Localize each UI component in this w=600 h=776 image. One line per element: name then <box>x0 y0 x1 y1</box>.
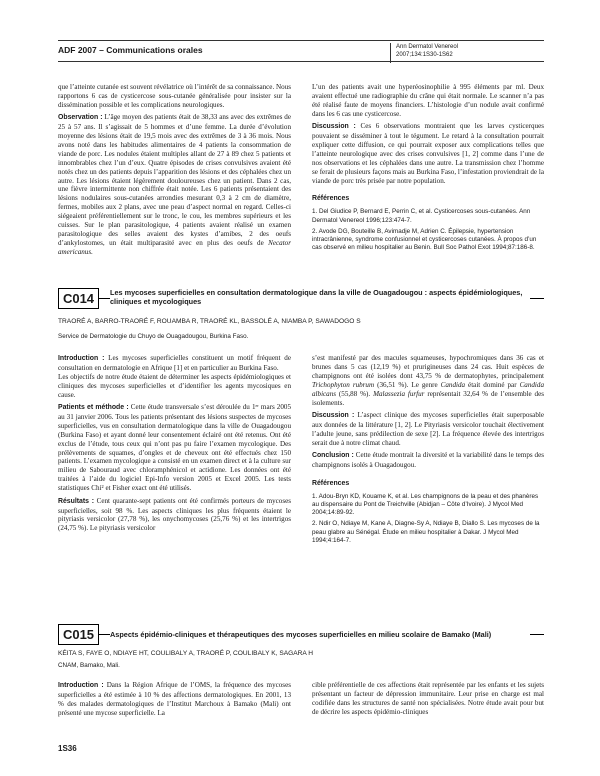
paragraph: L’un des patients avait une hyperéosinophilie à 995 éléments par ml. Deux avaient effectué une radiographie du crâne qui était normale. Le scanner n’a pas été réalisé faute de moyens financiers. L’histologie d’un nodule avait confirmé dans les 6 cas une cysticercose. <box>312 83 544 118</box>
methods-label: Patients et méthode : <box>58 404 129 412</box>
text-run: (36,51 %). Le genre <box>374 380 441 389</box>
references-heading: Références <box>312 195 350 203</box>
introduction-text: Dans la Région Afrique de l’OMS, la fréquence des mycoses superficielles a été estimée à 10 % des affections dermatologiques. En 2001, 13 % des malades dermatologiques de l’Institut Marchoux à Bamako (Mali) ont présenté une mycose superficielle. La <box>58 681 291 717</box>
conclusion-text: Cette étude montrait la diversité et la variabilité dans le temps des champignons isolés à Ouagadougou. <box>312 451 544 469</box>
discussion-label: Discussion : <box>312 411 355 419</box>
c014-left-column <box>58 354 291 533</box>
text-run: était dominé par <box>465 380 520 389</box>
introduction-label: Introduction : <box>58 682 104 689</box>
species-name: Trichophyton rubrum <box>312 380 375 389</box>
discussion-paragraph <box>312 122 544 185</box>
journal-name: Ann Dermatol Venereol <box>396 44 459 50</box>
abstract-authors: KÉITA S, FAYE O, NDIAYE HT, COULIBALY A, TRAORÉ P, COULIBALY K, SAGARA H <box>58 650 314 657</box>
results-label: Résultats : <box>58 497 95 505</box>
running-header <box>58 40 544 62</box>
discussion-text: Ces 6 observations montraient que les larves cysticerques pouvaient se disséminer à tout le tégument. Le retard à la consultation pourrait expliquer cette diffusion, ce qui pourrait exposer aux complications telles que l’atteinte neurologique avec des crises convulsives [1, 2] comme dans l’une de nos observations et les céphalées dans une autre. La transmission chez l’homme se ferait de plusieurs façons mais au Burkina Faso, l’infestation proviendrait de la viande de porc très prisée par notre population. <box>312 122 544 185</box>
observation-text: L’âge moyen des patients était de 38,33 ans avec des extrêmes de 25 à 57 ans. Il s’agissait de 5 hommes et d’une femme. La durée d’évolution moyenne des lésions était de 19,5 mois avec des extrêmes de 3 à 36 mois. Nous avons noté dans les habitudes alimentaires de 4 patients la consommation de viande de porc. Les nodules étaient multiples allant de 27 à 89 chez 5 patients et innombrables chez l’un d’eux. Quatre épisodes de crises convulsives avaient été notés chez un des patients depuis l’apparition des lésions et des céphalées chez un autre. Les lésions étaient légèrement douloureuses chez un patient. Dans 2 cas, une fièvre intermittente non chiffrée était notée. Les 6 patients présentaient des lésions nodulaires sous-cutanées arrondies mesurant 0,3 à 2 cm de diamètre, fermes, mobiles aux 2 plans, avec une peau d’aspect normal en regard. Celles-ci siégeaient préférentiellement sur le tronc, le cou, les membres supérieurs et les cuisses. Sur le plan parasitologique, 4 patients avaient réalisé un examen parasitologique des selles avaient des kystes d’amibes, 2 des oeufs d’ankylostomes, un était multiparasité avec en plus des oeufs de <box>58 113 291 247</box>
paragraph: Les objectifs de notre étude étaient de déterminer les aspects épidémiologiques et cliniques des mycoses superficielles et d’identifier les agents mycosiques en cause. <box>58 372 291 399</box>
page-number: 1S36 <box>58 744 77 753</box>
abstract-code: C015 <box>58 624 99 645</box>
text-run: représentait 32,64 % de l’ensemble des isolements. <box>312 389 544 407</box>
results-paragraph <box>58 497 291 534</box>
reference-item: 1. Del Giudice P, Bernard E, Perrin C, et al. Cysticercoses sous-cutanées. Ann Dermatol Venereol 1996;123:474-7. <box>312 208 531 224</box>
introduction-paragraph <box>58 681 291 718</box>
conclusion-label: Conclusion : <box>312 452 354 460</box>
results-continued <box>312 354 544 407</box>
abstract-c015-header <box>58 624 544 664</box>
c014-right-column <box>312 354 544 545</box>
abstract-code: C014 <box>58 288 99 309</box>
c015-right-column <box>312 681 544 717</box>
abstract-affiliation: CNAM, Bamako, Mali. <box>58 662 120 669</box>
conclusion-paragraph <box>312 451 544 470</box>
methods-paragraph <box>58 403 291 493</box>
abstract-affiliation: Service de Dermatologie du Chuyo de Ouagadougou, Burkina Faso. <box>58 333 249 340</box>
introduction-label: Introduction : <box>58 355 105 362</box>
text-run: (55,88 %). <box>336 389 374 398</box>
references-heading: Références <box>312 479 350 487</box>
species-name: Candida <box>440 380 466 389</box>
citation-range: 2007;134:1S30-1S62 <box>396 52 453 58</box>
journal-citation <box>390 43 458 63</box>
paragraph: que l’atteinte cutanée est souvent révélatrice où l’intérêt de sa connaissance. Nous rapportons 6 cas de cysticercose sous-cutanée généralisée pour insister sur la dissémination possible et les complications neurologiques. <box>58 83 291 109</box>
introduction-paragraph <box>58 354 291 373</box>
methods-text: Cette étude transversale s’est déroulée du 1ᵉʳ mars 2005 au 31 janvier 2006. Tous les patients présentant des lésions suspectes de mycoses superficielles, vus en consultation dermatologique dans la ville de Ouagadougou (Burkina Faso) et ayant donné leur consentement éclairé ont été retenus. Ont été exclus de l’étude, tous ceux qui n’ont pas pu faire l’examen mycologique. Des prélèvements de squames, d’ongles et de cheveux ont été effectués chez 150 patients. L’examen mycologique a consisté en un examen direct et à la culture sur milieu de Sabouraud avec chloramphénicol et actidione. Les données ont été traitées à l’aide du logiciel Epi-Info version 2005 et Excel 2005. Les tests statistiques Chi² et Fisher exact ont été utilisés. <box>58 403 291 493</box>
abstract-c014-header <box>58 288 544 328</box>
text-run: s’est manifesté par des macules squameuses, hypochromiques dans 36 cas et brunes dans 5 cas (12,19 %) et prurigineuses dans 24 cas. Huit espèces de champignons ont été isolées dont 43,75 % de dermatophytes, principalement <box>312 354 544 380</box>
abstract-title: Les mycoses superficielles en consultation dermatologique dans la ville de Ouagadougou : aspects épidémiologiques, cliniques et mycologiques <box>110 288 530 306</box>
discussion-label: Discussion : <box>312 123 356 131</box>
top-left-column <box>58 83 291 257</box>
species-name: Candida albicans <box>312 380 544 398</box>
introduction-text: Les mycoses superficielles constituent un motif fréquent de consultation en dermatologie en Afrique [1] et en particulier au Burkina Faso. <box>58 354 291 372</box>
abstract-title: Aspects épidémio-cliniques et thérapeutiques des mycoses superficielles en milieu scolaire de Bamako (Mali) <box>110 630 530 639</box>
reference-item: 1. Adou-Bryn KD, Kouame K, et al. Les champignons de la peau et des phanères au dispensaire du Pont de Treichville (Abidjan – Côte d’Ivoire). J Mycol Med 2004;14:89-92. <box>312 492 539 517</box>
observation-label: Observation : <box>58 114 103 122</box>
species-name: Necator americanus. <box>58 238 291 256</box>
reference-item: 2. Avode DG, Bouteille B, Avimadje M, Adrien C. Épilepsie, hypertension intracrânienne, syndrome confusionnel et cysticercoses cutanées. À propos d’un cas observé en milieu hospitalier au Benin. Bull Soc Pathol Exot 1994;87:186-8. <box>312 227 537 252</box>
c015-left-column <box>58 681 291 718</box>
abstract-authors: TRAORÉ A, BARRO-TRAORÉ F, ROUAMBA R, TRAORÉ KL, BASSOLÉ A, NIAMBA P, SAWADOGO S <box>58 318 361 325</box>
paragraph: cible préférentielle de ces affections était représentée par les enfants et les sujets présentant un facteur de dépression immunitaire. Leur prise en charge est mal codifiée dans les structures de santé non spécialisées. Notre étude avait pour but de décrire les aspects épidémio-cliniques <box>312 681 544 716</box>
observation-paragraph <box>58 113 291 257</box>
top-right-column <box>312 83 544 252</box>
results-text: Cent quarante-sept patients ont été confirmés porteurs de mycoses superficielles, soit 98 %. Les aspects cliniques les plus fréquents étaient le pityriasis versicolor (27,78 %), les onychomycoses (25,76 %) et les intertrigos (24,75 %). Le pityriasis versicolor <box>58 496 292 533</box>
species-name: Malassezia furfur <box>373 389 425 398</box>
reference-item: 2. Ndir O, Ndiaye M, Kane A, Diagne-Sy A, Ndiaye B, Diallo S. Les mycoses de la peau glabre au Sénégal. Étude en milieu hospitalier à Dakar. J Mycol Med 1994;4:164-7. <box>312 520 540 544</box>
discussion-text: L’aspect clinique des mycoses superficielles était superposable aux données de la littérature [1, 2]. Le Pityriasis versicolor touchait électivement l’adulte jeune, sans prédilection de sexe [2]. La fréquence élevée des intertrigos serait due à notre climat chaud. <box>312 410 544 447</box>
section-title: ADF 2007 – Communications orales <box>58 45 203 55</box>
discussion-paragraph <box>312 411 544 448</box>
